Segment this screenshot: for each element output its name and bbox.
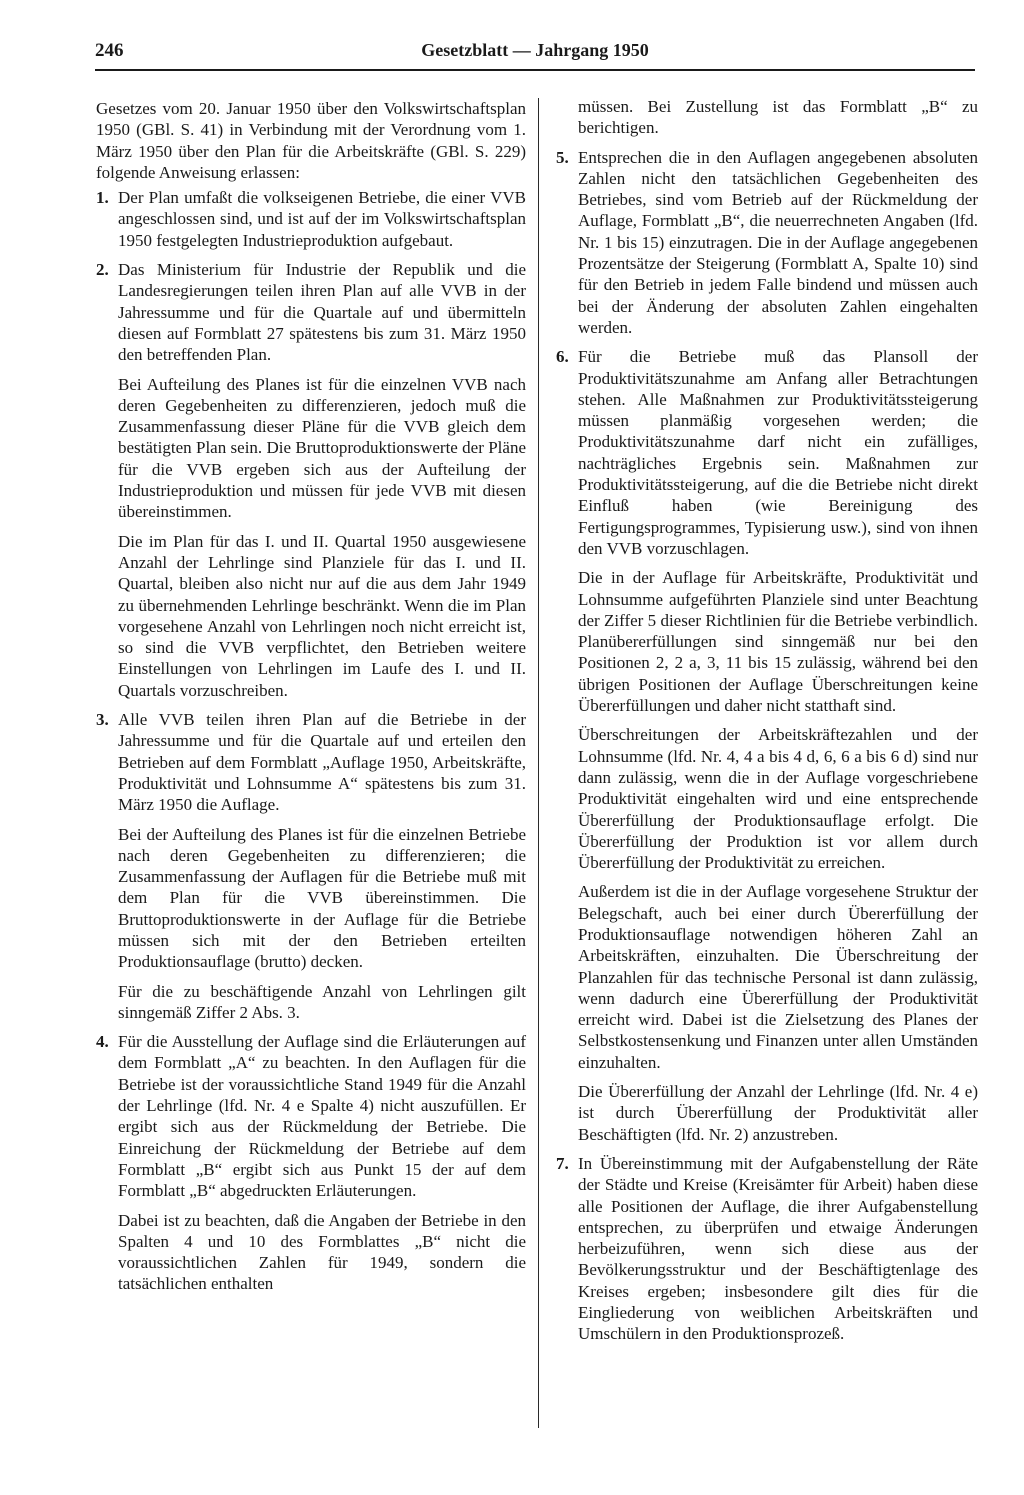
item-paragraph: Bei der Aufteilung des Planes ist für die einzelnen Betriebe nach deren Gegebenheiten zu differenzieren; die Zusammenfassung der Auflagen für die Betriebe muß mit dem Plan für die VVB übereinstimmen. Die Bruttoproduktionswerte in der Auflage für die Betriebe müssen sich mit der den Betrieben erteilten Produktionsauflage (brutto) decken. xyxy=(118,824,526,972)
right-column xyxy=(556,96,978,1353)
page-header xyxy=(95,40,975,74)
item-number: 4. xyxy=(96,1032,109,1052)
item-text: Der Plan umfaßt die volkseigenen Betriebe, die einer VVB angeschlossen sind, und ist auf der im Volkswirtschaftsplan 1950 festgelegten Industrieproduktion aufgebaut. xyxy=(118,188,526,250)
continued-paragraph: müssen. Bei Zustellung ist das Formblatt „B“ zu berichtigen. xyxy=(578,97,978,138)
column-divider xyxy=(538,98,539,1428)
item-text: Entsprechen die in den Auflagen angegebenen absoluten Zahlen nicht den tatsächlichen Gegebenheiten des Betriebes, sind vom Betrieb auf der Rückmeldung der Auflage, Formblatt „B“, die neuerrechneten Angaben (lfd. Nr. 1 bis 15) einzutragen. Die in der Auflage angegebenen Prozentsätze der Steigerung (Formblatt A, Spalte 10) sind für den Betrieb in jedem Falle bindend und müssen auch bei der Änderung der absoluten Zahlen eingehalten werden. xyxy=(578,147,978,337)
header-rule xyxy=(95,69,975,71)
item-number: 5. xyxy=(556,147,569,167)
item-paragraph: Die Übererfüllung der Anzahl der Lehrlinge (lfd. Nr. 4 e) ist durch Übererfüllung der Produktivität aller Beschäftigten (lfd. Nr. 2) anzustreben. xyxy=(578,1082,978,1144)
item-number: 2. xyxy=(96,260,109,280)
page-number: 246 xyxy=(95,40,124,61)
item-text: Für die Betriebe muß das Plansoll der Produktivitätszunahme am Anfang aller Betrachtungen stehen. Alle Maßnahmen zur Produktivitätssteigerung müssen planmäßig vorgesehen werden; die Produktivitätszunahme darf nicht ein zufälliges, nachträgliches Ergebnis sein. Maßnahmen zur Produktivitätssteigerung, auf die die Betriebe nicht direkt Einfluß haben (wie Bereinigung des Fertigungsprogrammes, Typisierung usw.), sind von ihnen den VVB vorzuschlagen. xyxy=(578,347,978,558)
left-column xyxy=(96,98,526,1303)
item-text: Für die Ausstellung der Auflage sind die Erläuterungen auf dem Formblatt „A“ zu beachten. In den Auflagen für die Betriebe ist der voraussichtliche Stand 1949 für die Anzahl der Lehrlinge (lfd. Nr. 4 e Spalte 4) nicht auszufüllen. Er ergibt sich aus der Rückmeldung der Betriebe. Die Einreichung der Rückmeldung der Betriebe auf dem Formblatt „B“ ergibt sich aus Punkt 15 der auf dem Formblatt „B“ abgedruckten Erläuterungen. xyxy=(118,1032,526,1201)
item-4 xyxy=(96,1031,526,1295)
item-text: In Übereinstimmung mit der Aufgabenstellung der Räte der Städte und Kreise (Kreisämter für Arbeit) haben diese alle Positionen der Auflage, die ihrer Aufgabenstellung entsprechen, zu überprüfen und etwaige Änderungen herbeizuführen, wenn sich diese aus der Bevölkerungsstruktur und der Beschäftigtenlage des Kreises ergeben; insbesondere gilt dies für die Eingliederung von weiblichen Arbeitskräften und Umschülern in den Produktionsprozeß. xyxy=(578,1153,978,1344)
running-title: Gesetzblatt — Jahrgang 1950 xyxy=(421,40,649,60)
item-1 xyxy=(96,187,526,251)
item-3 xyxy=(96,709,526,1023)
item-number: 7. xyxy=(556,1153,569,1173)
intro-paragraph: Gesetzes vom 20. Januar 1950 über den Volkswirtschaftsplan 1950 (GBl. S. 41) in Verbindung mit der Verordnung vom 1. März 1950 über den Plan für die Arbeitskräfte (GBl. S. 229) folgende Anweisung erlassen: xyxy=(96,99,526,182)
item-paragraph: Außerdem ist die in der Auflage vorgesehene Struktur der Belegschaft, auch bei einer durch Übererfüllung der Produktionsauflage notwendigen höheren Zahl an Arbeitskräften, einzuhalten. Die Überschreitung der Planzahlen für das technische Personal ist dann zulässig, wenn dadurch eine Übererfüllung der Produktivität erreicht wird. Dabei ist die Zielsetzung des Planes der Selbstkostensenkung und Finanzen unter allen Umständen einzuhalten. xyxy=(578,882,978,1072)
item-number: 6. xyxy=(556,347,569,367)
item-paragraph: Die in der Auflage für Arbeitskräfte, Produktivität und Lohnsumme aufgeführten Planziele sind unter Beachtung der Ziffer 5 dieser Richtlinien für die Betriebe verbindlich. Planübererfüllungen sind sinngemäß nur bei den Positionen 2, 2 a, 3, 11 bis 15 zulässig, während bei den übrigen Positionen der Auflage Überschreitungen keine Übererfüllungen und daher nicht statthaft sind. xyxy=(578,568,978,716)
item-paragraph: Die im Plan für das I. und II. Quartal 1950 ausgewiesene Anzahl der Lehrlinge sind Planziele für das I. und II. Quartal, bleiben also nicht nur auf die aus dem Jahr 1949 zu übernehmenden Lehrlinge beschränkt. Wenn die im Plan vorgesehene Anzahl von Lehrlingen noch nicht erreicht ist, so sind die VVB verpflichtet, den Betrieben weitere Einstellungen von Lehrlingen im Laufe des I. und II. Quartals vorzuschreiben. xyxy=(118,531,526,700)
item-text: Das Ministerium für Industrie der Republik und die Landesregierungen teilen ihren Plan auf alle VVB in der Jahressumme und für die Quartale auf und übermitteln diesen auf Formblatt 27 spätestens bis zum 31. März 1950 den betreffenden Plan. xyxy=(118,260,526,365)
item-7 xyxy=(556,1153,978,1345)
item-number: 1. xyxy=(96,188,109,208)
item-paragraph: Bei Aufteilung des Planes ist für die einzelnen VVB nach deren Gegebenheiten zu differenzieren, jedoch muß die Zusammenfassung dieser Pläne für die VVB gleich dem bestätigten Plan sein. Die Bruttoproduktionswerte der Pläne für die VVB ergeben sich aus der Aufteilung der Industrieproduktion und müssen für jede VVB mit diesen übereinstimmen. xyxy=(118,374,526,522)
item-2 xyxy=(96,259,526,701)
item-paragraph: Dabei ist zu beachten, daß die Angaben der Betriebe in den Spalten 4 und 10 des Formblattes „B“ nicht die voraussichtlichen Zahlen für 1949, sondern die tatsächlichen enthalten xyxy=(118,1210,526,1294)
item-5 xyxy=(556,147,978,339)
item-6 xyxy=(556,346,978,1145)
item-paragraph: Überschreitungen der Arbeitskräftezahlen und der Lohnsumme (lfd. Nr. 4, 4 a bis 4 d, 6, 6 a bis 6 d) sind nur dann zulässig, wenn die in der Auflage vorgeschriebene Produktivität eingehalten wird und eine entsprechende Übererfüllung der Produktionsauflage erfolgt. Die Übererfüllung der Produktion ist vor allem durch Übererfüllung der Produktivität zu erreichen. xyxy=(578,725,978,873)
item-text: Alle VVB teilen ihren Plan auf die Betriebe in der Jahressumme und für die Quartale auf und erteilen den Betrieben auf dem Formblatt „Auflage 1950, Arbeitskräfte, Produktivität und Lohnsumme A“ spätestens bis zum 31. März 1950 die Auflage. xyxy=(118,710,526,815)
item-number: 3. xyxy=(96,710,109,730)
item-paragraph: Für die zu beschäftigende Anzahl von Lehrlingen gilt sinngemäß Ziffer 2 Abs. 3. xyxy=(118,981,526,1022)
